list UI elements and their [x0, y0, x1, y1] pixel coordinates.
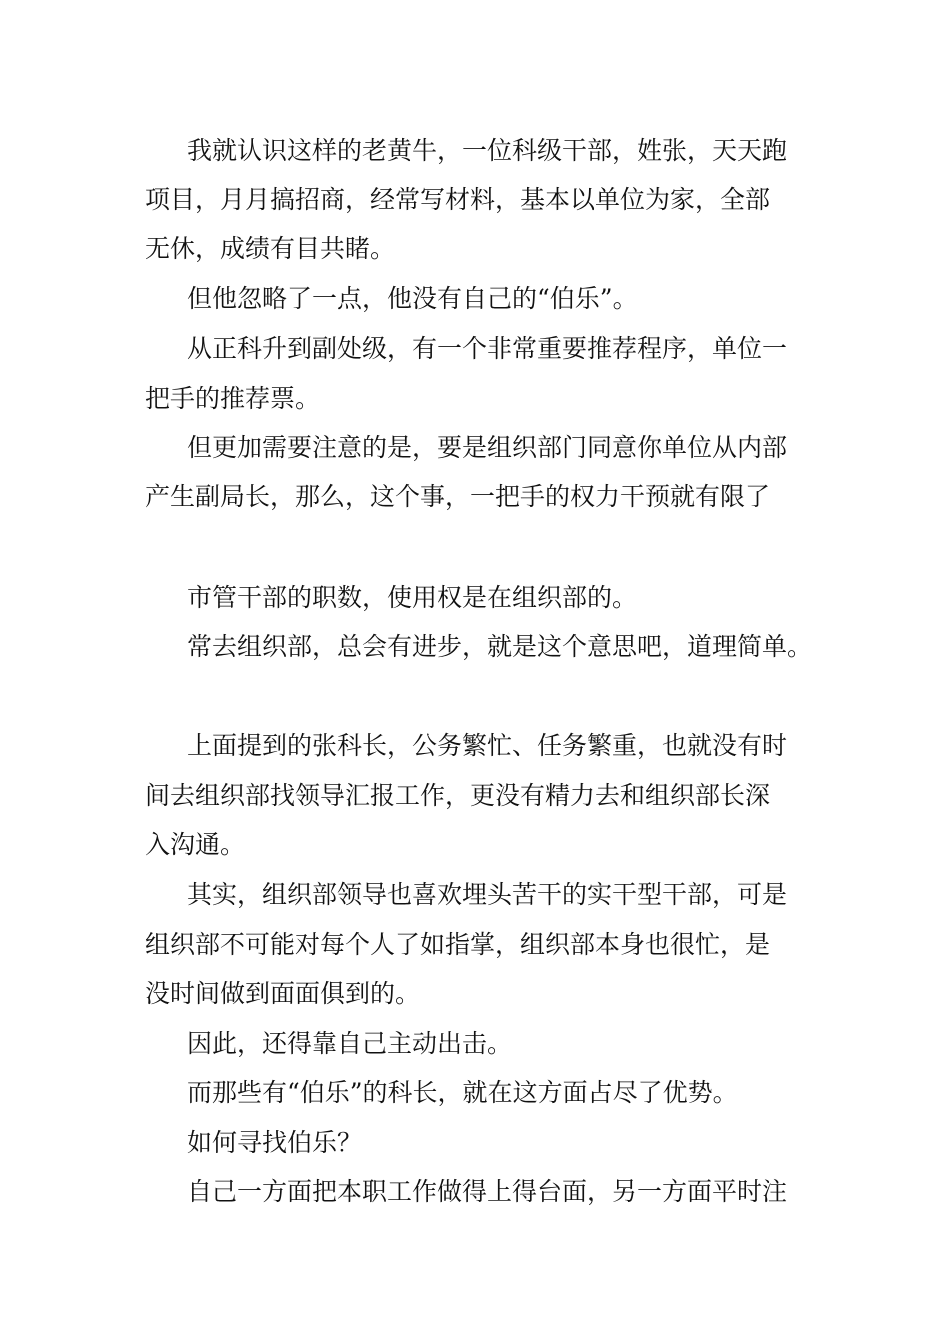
- paragraph-11-line-1: 如何寻找伯乐？: [187, 1128, 363, 1157]
- paragraph-7-line-3: 入沟通。: [145, 830, 246, 859]
- paragraph-3-line-1: 从正科升到副处级，有一个非常重要推荐程序，单位一: [187, 334, 788, 363]
- paragraph-7-line-2: 间去组织部找领导汇报工作，更没有精力去和组织部长深: [145, 781, 771, 810]
- paragraph-5-line-1: 市管干部的职数，使用权是在组织部的。: [187, 583, 638, 612]
- paragraph-3-line-2: 把手的推荐票。: [145, 384, 321, 413]
- paragraph-4-line-2: 产生副局长，那么，这个事，一把手的权力干预就有限了: [145, 482, 771, 511]
- paragraph-12-line-1: 自己一方面把本职工作做得上得台面，另一方面平时注: [187, 1177, 788, 1206]
- paragraph-4-line-1: 但更加需要注意的是，要是组织部门同意你单位从内部: [187, 433, 788, 462]
- paragraph-10-line-1: 而那些有“伯乐”的科长，就在这方面占尽了优势。: [187, 1078, 738, 1107]
- paragraph-8-line-1: 其实，组织部领导也喜欢埋头苦干的实干型干部，可是: [187, 880, 788, 909]
- paragraph-7-line-1: 上面提到的张科长，公务繁忙、任务繁重，也就没有时: [187, 731, 788, 760]
- paragraph-2-line-1: 但他忽略了一点，他没有自己的“伯乐”。: [187, 284, 638, 313]
- paragraph-9-line-1: 因此，还得靠自己主动出击。: [187, 1029, 513, 1058]
- paragraph-8-line-2: 组织部不可能对每个人了如指掌，组织部本身也很忙，是: [145, 930, 771, 959]
- paragraph-6-line-1: 常去组织部，总会有进步，就是这个意思吧，道理简单。: [187, 632, 813, 661]
- paragraph-1-line-1: 我就认识这样的老黄牛，一位科级干部，姓张，天天跑: [187, 136, 788, 165]
- paragraph-1-line-3: 无休，成绩有目共睹。: [145, 234, 396, 263]
- paragraph-8-line-3: 没时间做到面面俱到的。: [145, 979, 421, 1008]
- paragraph-1-line-2: 项目，月月搞招商，经常写材料，基本以单位为家，全部: [145, 185, 771, 214]
